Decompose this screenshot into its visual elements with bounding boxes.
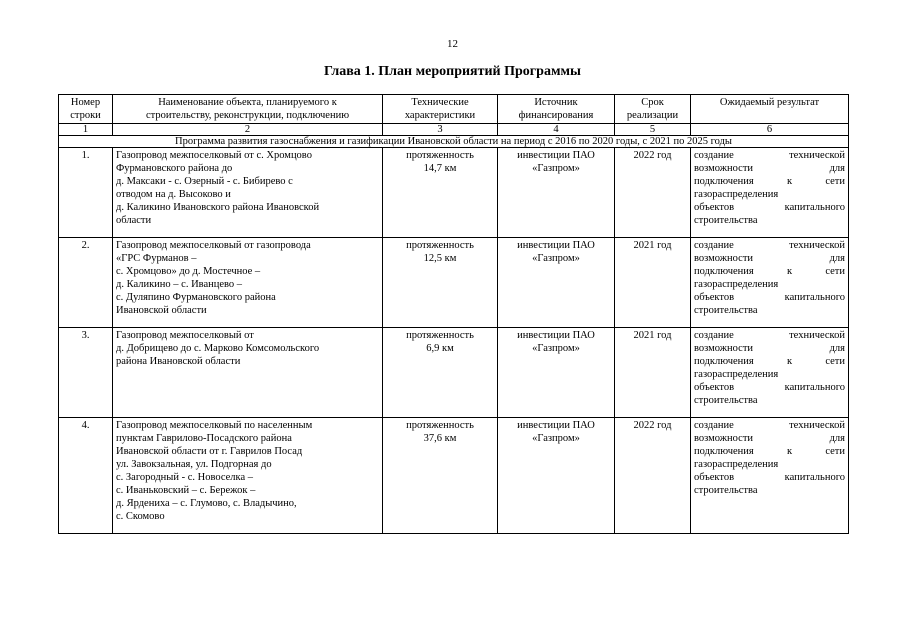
header-number: Номер строки: [59, 95, 113, 124]
object-name: Газопровод межпоселковый по населенным пунктам Гаврилово-Посадского района Ивановской области от г. Гаврилов Посад ул. Завокзальная, ул. Подгорная до с. Загородный - с. Новоселка – с. Иваньковский – с. Бережок – д. Ярдениха – с. Глумово, с. Владычино, с. Скомово: [113, 418, 383, 534]
column-number: 3: [383, 124, 498, 136]
column-number-row: [59, 124, 849, 136]
plan-table: [58, 94, 849, 534]
header-funding: Источник финансирования: [498, 95, 615, 124]
tech-characteristics: протяженность 6,9 км: [383, 328, 498, 418]
section-title: Программа развития газоснабжения и газификации Ивановской области на период с 2016 по 2020 годы, с 2021 по 2025 годы: [59, 136, 849, 148]
header-term: Срок реализации: [615, 95, 691, 124]
header-tech: Технические характеристики: [383, 95, 498, 124]
row-number: 3.: [59, 328, 113, 418]
implementation-term: 2021 год: [615, 328, 691, 418]
implementation-term: 2022 год: [615, 418, 691, 534]
row-number: 2.: [59, 238, 113, 328]
implementation-term: 2022 год: [615, 148, 691, 238]
tech-characteristics: протяженность 37,6 км: [383, 418, 498, 534]
column-number: 4: [498, 124, 615, 136]
implementation-term: 2021 год: [615, 238, 691, 328]
row-number: 4.: [59, 418, 113, 534]
funding-source: инвестиции ПАО «Газпром»: [498, 148, 615, 238]
object-name: Газопровод межпоселковый от газопровода «ГРС Фурманов – с. Хромцово» до д. Мостечное – д. Каликино – с. Иванцево – с. Дуляпино Фурмановского района Ивановской области: [113, 238, 383, 328]
funding-source: инвестиции ПАО «Газпром»: [498, 328, 615, 418]
object-name: Газопровод межпоселковый от д. Добрищево до с. Марково Комсомольского района Ивановской области: [113, 328, 383, 418]
table-row: [59, 148, 849, 238]
table-row: [59, 418, 849, 534]
object-name: Газопровод межпоселковый от с. Хромцово Фурмановского района до д. Максаки - с. Озерный - с. Бибирево с отводом на д. Высоково и д. Каликино Ивановского района Ивановской области: [113, 148, 383, 238]
row-number: 1.: [59, 148, 113, 238]
section-row: [59, 136, 849, 148]
column-number: 6: [691, 124, 849, 136]
header-row: [59, 95, 849, 124]
header-result: Ожидаемый результат: [691, 95, 849, 124]
page-number: 12: [447, 38, 458, 50]
funding-source: инвестиции ПАО «Газпром»: [498, 418, 615, 534]
table-row: [59, 328, 849, 418]
column-number: 1: [59, 124, 113, 136]
header-name: Наименование объекта, планируемого к строительству, реконструкции, подключению: [113, 95, 383, 124]
table-row: [59, 238, 849, 328]
tech-characteristics: протяженность 12,5 км: [383, 238, 498, 328]
tech-characteristics: протяженность 14,7 км: [383, 148, 498, 238]
column-number: 2: [113, 124, 383, 136]
expected-result: создание технической возможности для подключения к сети газораспределения объектов капитального строительства: [691, 418, 849, 534]
expected-result: создание технической возможности для подключения к сети газораспределения объектов капитального строительства: [691, 148, 849, 238]
funding-source: инвестиции ПАО «Газпром»: [498, 238, 615, 328]
chapter-heading: Глава 1. План мероприятий Программы: [324, 64, 581, 79]
expected-result: создание технической возможности для подключения к сети газораспределения объектов капитального строительства: [691, 238, 849, 328]
expected-result: создание технической возможности для подключения к сети газораспределения объектов капитального строительства: [691, 328, 849, 418]
column-number: 5: [615, 124, 691, 136]
